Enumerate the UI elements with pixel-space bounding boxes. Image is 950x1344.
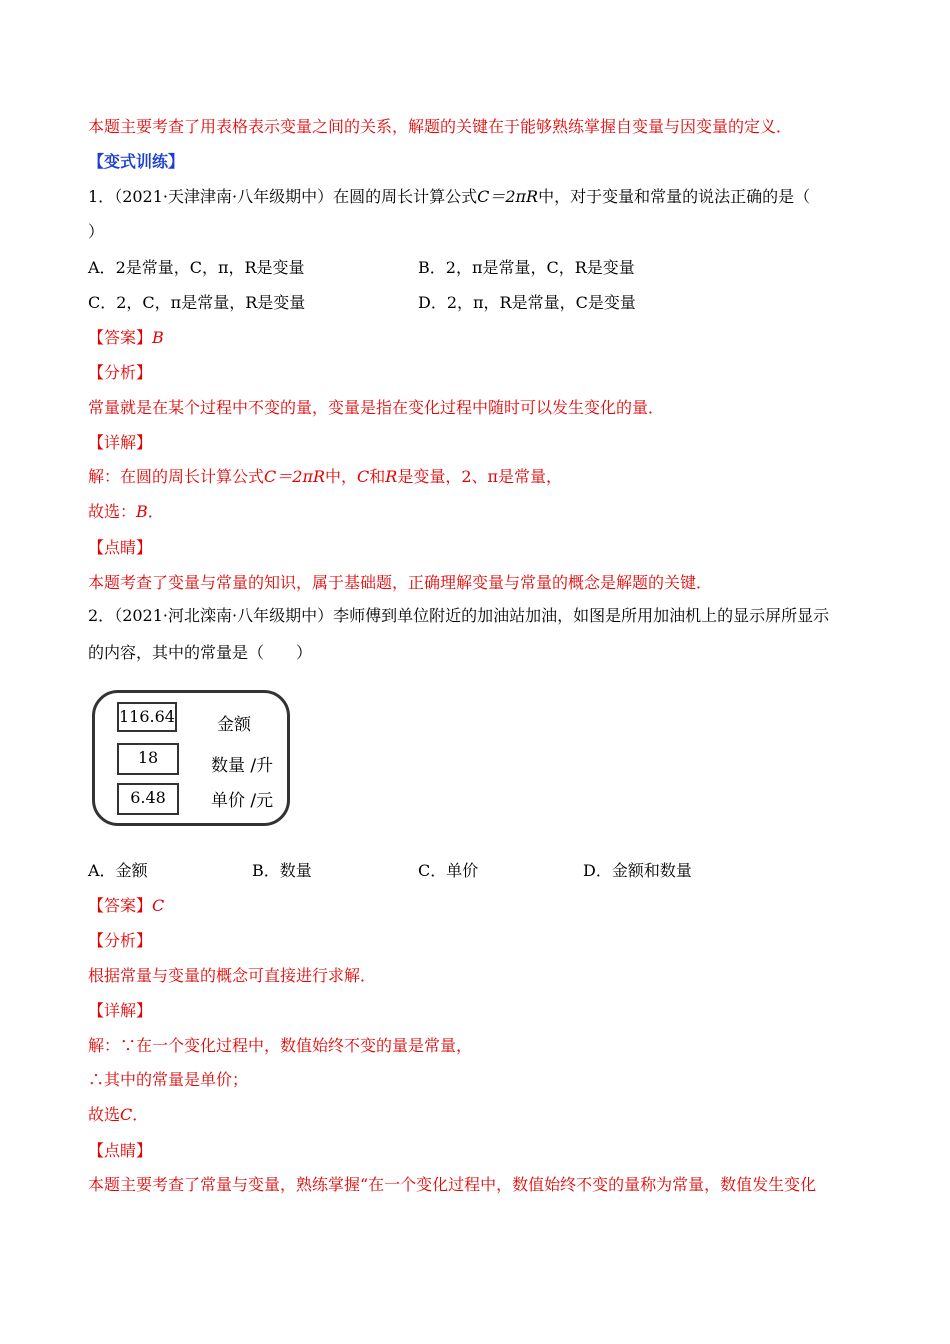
q2-option-a-label: A． (88, 861, 116, 880)
q1-answer (88, 327, 164, 349)
q1-option-a-text: 2是常量，C，π，R是变量 (115, 258, 305, 277)
q1-option-d-label: D． (418, 293, 447, 312)
q2-detail-1: 解：∵在一个变化过程中，数值始终不变的量是常量， (88, 1036, 473, 1055)
q2-stem-1 (88, 605, 829, 627)
q2-detail-3c: ． (132, 1105, 149, 1124)
price-label: 单价 /元 (211, 791, 274, 811)
q1-option-d[interactable] (418, 292, 636, 314)
q2-source: （2021·河北滦南·八年级期中） (114, 606, 334, 625)
q1-option-b-label: B． (418, 258, 446, 277)
q1-detail-2b: B (136, 502, 148, 521)
quantity-value-box: 18 (117, 743, 179, 775)
q1-option-c[interactable] (88, 292, 305, 314)
q1-detail-1f: R (385, 467, 398, 486)
q2-option-d-label: D． (583, 861, 612, 880)
q2-answer-value: C (152, 896, 165, 915)
q1-analysis: 常量就是在某个过程中不变的量，变量是指在变化过程中随时可以发生变化的量． (88, 398, 665, 417)
q1-number: 1． (88, 187, 115, 206)
q1-stem-close: ） (88, 222, 105, 241)
q1-option-a[interactable] (88, 257, 305, 279)
q2-option-a[interactable] (88, 860, 148, 882)
q2-option-d[interactable] (583, 860, 692, 882)
q2-stem-2: 的内容，其中的常量是（ ） (88, 643, 313, 662)
q2-option-c-label: C． (418, 861, 447, 880)
intro-summary: 本题主要考查了用表格表示变量之间的关系，解题的关键在于能够熟练掌握自变量与因变量的定义． (88, 117, 793, 136)
q1-comment-tag: 【点睛】 (88, 538, 153, 557)
q2-stem-1-text: 李师傅到单位附近的加油站加油，如图是所用加油机上的显示屏所显示 (333, 606, 830, 625)
q1-comment: 本题考查了变量与常量的知识，属于基础题，正确理解变量与常量的概念是解题的关键． (88, 573, 713, 592)
q1-detail-2 (88, 501, 164, 523)
q1-detail-2c: ． (147, 502, 164, 521)
q1-option-b[interactable] (418, 257, 635, 279)
q2-comment-tag: 【点睛】 (88, 1141, 153, 1160)
q1-option-b-text: 2，π是常量，C，R是变量 (445, 258, 635, 277)
amount-value-box: 116.64 (117, 702, 177, 732)
q1-option-c-text: 2，C，π是常量，R是变量 (116, 293, 306, 312)
q1-detail-2a: 故选： (88, 502, 137, 521)
quantity-label: 数量 /升 (211, 756, 274, 776)
q1-stem (88, 186, 810, 208)
q2-option-c-text: 单价 (446, 861, 479, 880)
q1-analysis-tag: 【分析】 (88, 363, 153, 382)
q1-answer-value: B (152, 328, 164, 347)
q2-option-b-text: 数量 (279, 861, 312, 880)
q2-analysis: 根据常量与变量的概念可直接进行求解． (88, 966, 377, 985)
q2-detail-3b: C (120, 1105, 133, 1124)
q1-detail-1g: 是变量，2、π是常量， (397, 467, 563, 486)
q1-detail-1c: 中， (325, 467, 358, 486)
q2-answer-tag: 【答案】 (88, 896, 153, 915)
q1-option-d-text: 2，π，R是常量，C是变量 (446, 293, 636, 312)
section-heading: 【变式训练】 (88, 152, 185, 171)
q1-detail-1a: 解：在圆的周长计算公式 (88, 467, 265, 486)
q2-detail-3a: 故选 (88, 1105, 121, 1124)
q2-option-a-text: 金额 (115, 861, 148, 880)
q2-detail-3 (88, 1104, 148, 1126)
q2-answer (88, 895, 164, 917)
q1-detail-1 (88, 466, 562, 488)
q1-option-a-label: A． (88, 258, 116, 277)
q1-detail-tag: 【详解】 (88, 433, 153, 452)
q1-detail-1e: 和 (369, 467, 386, 486)
q2-detail-tag: 【详解】 (88, 1001, 153, 1020)
q1-option-c-label: C． (88, 293, 117, 312)
q2-detail-2: ∴其中的常量是单价； (88, 1070, 249, 1089)
q2-analysis-tag: 【分析】 (88, 931, 153, 950)
q1-detail-1d: C (357, 467, 370, 486)
price-value-box: 6.48 (117, 783, 179, 815)
q2-option-c[interactable] (418, 860, 478, 882)
q1-formula: C＝2πR (477, 187, 539, 206)
q2-comment: 本题主要考查了常量与变量，熟练掌握“在一个变化过程中，数值始终不变的量称为常量，数值发生变化 (88, 1175, 817, 1194)
q1-stem-b: 中，对于变量和常量的说法正确的是（ (538, 187, 811, 206)
q2-option-b-label: B． (252, 861, 280, 880)
q1-answer-tag: 【答案】 (88, 328, 153, 347)
amount-label: 金额 (217, 715, 251, 735)
q1-detail-formula: C＝2πR (264, 467, 326, 486)
q2-number: 2． (88, 606, 115, 625)
q1-stem-a: 在圆的周长计算公式 (333, 187, 478, 206)
q1-source: （2021·天津津南·八年级期中） (114, 187, 334, 206)
q2-option-d-text: 金额和数量 (611, 861, 692, 880)
q2-option-b[interactable] (252, 860, 312, 882)
